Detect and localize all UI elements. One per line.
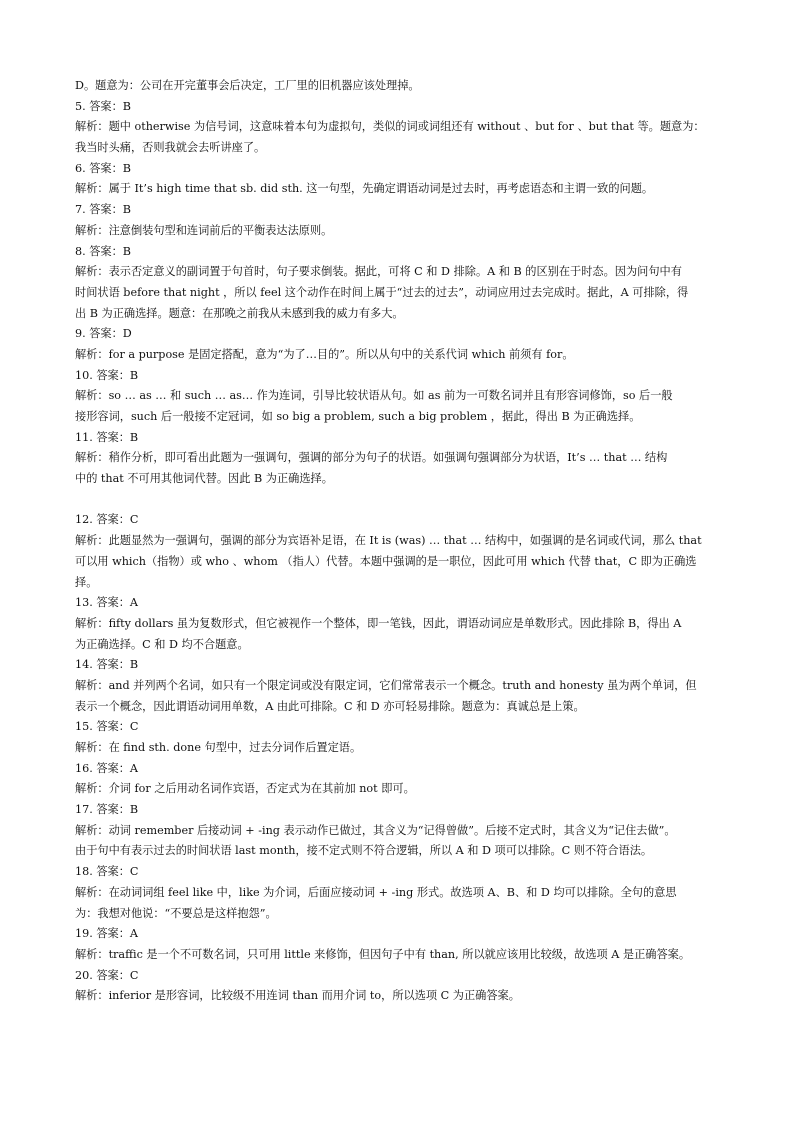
text-line: 可以用 which（指物）或 who 、whom （指人）代替。本题中强调的是一职位，因此可用 which 代替 that，C 即为正确选 — [75, 554, 697, 568]
text-line: 解析：在动词词组 feel like 中，like 为介词，后面应接动词 + -ing 形式。故选项 A、B、和 D 均可以排除。全句的意思 — [75, 885, 677, 899]
text-line: 择。 — [75, 575, 98, 589]
answer-10: 10. 答案：B — [75, 368, 139, 382]
answer-17: 17. 答案：B — [75, 803, 139, 817]
text-line: 解析：for a purpose 是固定搭配，意为“为了…目的”。所以从句中的关系代词 which 前须有 for。 — [75, 347, 574, 361]
answer-11: 11. 答案：B — [75, 430, 139, 444]
text-line: 解析：题中 otherwise 为信号词，这意味着本句为虚拟句，类似的词或词组还有 without 、but for 、but that 等。题意为： — [75, 120, 705, 134]
text-line: 表示一个概念，因此谓语动词用单数，A 由此可排除。C 和 D 亦可轻易排除。题意为：真诚总是上策。 — [75, 699, 585, 713]
text-line: 解析：注意倒装句型和连词前后的平衡表达法原则。 — [75, 223, 333, 237]
text-line: 解析：稍作分析，即可看出此题为一强调句，强调的部分为句子的状语。如强调句强调部分为状语，It’s … that … 结构 — [75, 451, 668, 465]
text-line: 解析：inferior 是形容词，比较级不用连词 than 而用介词 to，所以选项 C 为正确答案。 — [75, 989, 520, 1003]
text-line: 时间状语 before that night ，所以 feel 这个动作在时间上属于“过去的过去”，动词应用过去完成时。据此，A 可排除，得 — [75, 285, 689, 299]
answer-6: 6. 答案：B — [75, 161, 132, 175]
text-line: 解析：fifty dollars 虽为复数形式，但它被视作一个整体，即一笔钱，因此，谓语动词应是单数形式。因此排除 B，得出 A — [75, 616, 682, 630]
text-line: 解析：表示否定意义的副词置于句首时，句子要求倒装。据此，可将 C 和 D 排除。A 和 B 的区别在于时态。因为问句中有 — [75, 265, 682, 279]
text-line: 解析：and 并列两个名词，如只有一个限定词或没有限定词，它们常常表示一个概念。truth and honesty 虽为两个单词，但 — [75, 678, 697, 692]
text-line: 解析：此题显然为一强调句，强调的部分为宾语补足语，在 It is (was) … that … 结构中，如强调的是名词或代词，那么 that — [75, 534, 702, 548]
blank-line — [75, 490, 735, 511]
answer-explanations — [75, 76, 735, 1007]
text-line: 解析：属于 It’s high time that sb. did sth. 这一句型，先确定谓语动词是过去时，再考虑语态和主谓一致的问题。 — [75, 182, 654, 196]
answer-15: 15. 答案：C — [75, 720, 139, 734]
answer-16: 16. 答案：A — [75, 761, 138, 775]
text-line: 出 B 为正确选择。题意：在那晚之前我从未感到我的威力有多大。 — [75, 306, 404, 320]
text-line: 中的 that 不可用其他词代替。因此 B 为正确选择。 — [75, 472, 333, 486]
text-line: 接形容词，such 后一般接不定冠词，如 so big a problem, such a big problem ，据此，得出 B 为正确选择。 — [75, 410, 641, 423]
answer-13: 13. 答案：A — [75, 596, 138, 610]
text-line: 为正确选择。C 和 D 均不合题意。 — [75, 637, 249, 651]
text-line: 解析：so … as … 和 such … as… 作为连词，引导比较状语从句。如 as 前为一可数名词并且有形容词修饰，so 后一般 — [75, 389, 673, 403]
answer-9: 9. 答案：D — [75, 327, 132, 341]
text-line: 我当时头痛，否则我就会去听讲座了。 — [75, 141, 266, 155]
answer-20: 20. 答案：C — [75, 968, 139, 982]
answer-19: 19. 答案：A — [75, 927, 138, 941]
answer-12: 12. 答案：C — [75, 513, 139, 527]
text-line: D。题意为：公司在开完董事会后决定，工厂里的旧机器应该处理掉。 — [75, 79, 420, 92]
text-line: 解析：动词 remember 后接动词 + -ing 表示动作已做过，其含义为“记得曾做”。后接不定式时，其含义为“记住去做”。 — [75, 823, 676, 837]
text-line: 解析：介词 for 之后用动名词作宾语，否定式为在其前加 not 即可。 — [75, 782, 415, 796]
text-line: 为：我想对他说：“不要总是这样抱怨”。 — [75, 906, 277, 920]
answer-7: 7. 答案：B — [75, 203, 132, 217]
answer-5: 5. 答案：B — [75, 99, 132, 113]
answer-8: 8. 答案：B — [75, 244, 132, 258]
text-line: 解析：traffic 是一个不可数名词，只可用 little 来修饰，但因句子中有 than, 所以就应该用比较级，故选项 A 是正确答案。 — [75, 947, 691, 961]
text-line: 由于句中有表示过去的时间状语 last month，接不定式则不符合逻辑，所以 A 和 D 项可以排除。C 则不符合语法。 — [75, 844, 653, 858]
answer-18: 18. 答案：C — [75, 865, 139, 879]
text-line: 解析：在 find sth. done 句型中，过去分词作后置定语。 — [75, 741, 362, 754]
answer-14: 14. 答案：B — [75, 658, 139, 672]
